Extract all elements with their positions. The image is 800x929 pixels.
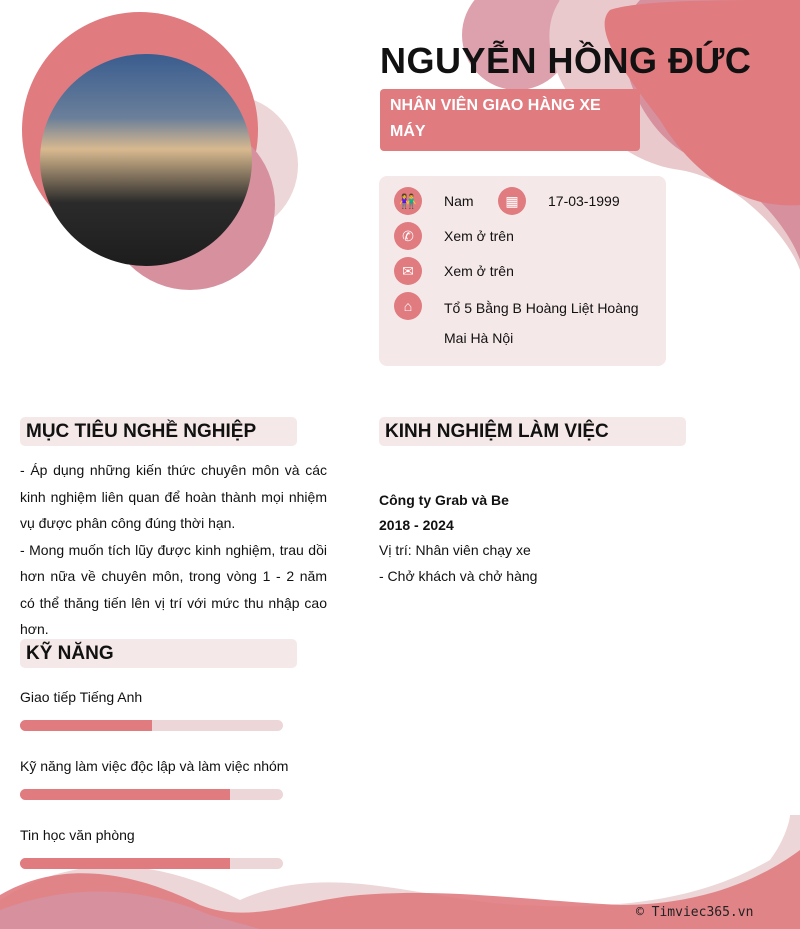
skill-bar — [20, 789, 283, 800]
gender-icon: 👫 — [394, 187, 422, 215]
phone-icon: ✆ — [394, 222, 422, 250]
skill-name: Giao tiếp Tiếng Anh — [20, 689, 143, 705]
avatar-photo — [40, 54, 252, 266]
email-icon: ✉ — [394, 257, 422, 285]
work-role: Vị trí: Nhân viên chạy xe — [379, 542, 531, 558]
objective-text: - Áp dụng những kiến thức chuyên môn và các kinh nghiệm liên quan để hoàn thành mọi nhiệm vụ được phân công đúng thời hạn. - Mong muốn tích lũy được kinh nghiệm, trau dồi hơn nữa về chuyên môn, trong vòng 1 - 2 năm có thể thăng tiến lên vị trí với mức thu nhập cao hơn. — [20, 462, 327, 637]
work-period: 2018 - 2024 — [379, 517, 454, 533]
email-value: Xem ở trên — [444, 263, 514, 279]
phone-value: Xem ở trên — [444, 228, 514, 244]
birthday-value: 17-03-1999 — [548, 193, 620, 209]
objective-title: MỤC TIÊU NGHỀ NGHIỆP — [20, 417, 297, 446]
home-icon: ⌂ — [394, 292, 422, 320]
company-name: Công ty Grab và Be — [379, 492, 509, 508]
calendar-icon: ▦ — [498, 187, 526, 215]
skill-name: Tin học văn phòng — [20, 827, 135, 843]
work-description: - Chở khách và chở hàng — [379, 568, 538, 584]
skill-bar — [20, 858, 283, 869]
experience-title: KINH NGHIỆM LÀM VIỆC — [379, 417, 686, 446]
gender-value: Nam — [444, 193, 474, 209]
skill-bar-fill — [20, 858, 230, 869]
job-title: NHÂN VIÊN GIAO HÀNG XE MÁY — [380, 89, 640, 151]
skill-bar — [20, 720, 283, 731]
watermark: © Timviec365.vn — [636, 905, 754, 920]
skill-bar-fill — [20, 720, 152, 731]
full-name: NGUYỄN HỒNG ĐỨC — [380, 40, 752, 81]
skill-name: Kỹ năng làm việc độc lập và làm việc nhóm — [20, 758, 289, 774]
skill-bar-fill — [20, 789, 230, 800]
skills-title: KỸ NĂNG — [20, 639, 297, 668]
address-value: Tổ 5 Bằng B Hoàng Liệt Hoàng Mai Hà Nội — [444, 300, 639, 346]
